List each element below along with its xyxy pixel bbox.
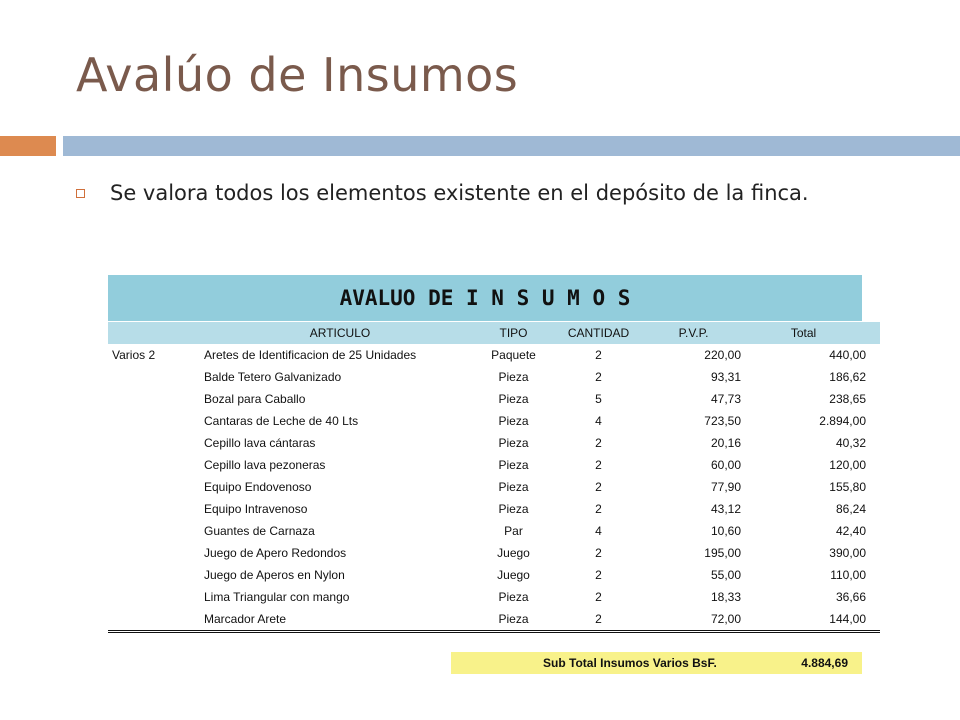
cell-total: 144,00	[741, 608, 880, 632]
subtotal-row	[451, 652, 862, 674]
cell-articulo: Equipo Intravenoso	[204, 502, 308, 516]
cell-articulo: Equipo Endovenoso	[204, 480, 312, 494]
cell-articulo: Balde Tetero Galvanizado	[204, 370, 342, 384]
cell-tipo: Juego	[497, 546, 530, 560]
cell-group	[108, 432, 204, 454]
cell-articulo: Marcador Arete	[204, 608, 476, 632]
cell-group	[108, 542, 204, 564]
header-group	[108, 322, 204, 345]
table-row	[108, 366, 880, 388]
cell-group	[108, 366, 204, 388]
table-row	[108, 432, 880, 454]
cell-total: 42,40	[835, 524, 866, 538]
cell-articulo: Cepillo lava cántaras	[204, 436, 316, 450]
sheet-title: AVALUO DE I N S U M O S	[108, 275, 862, 321]
cell-cantidad: 4	[595, 524, 602, 538]
table-row	[108, 498, 880, 520]
cell-articulo: Cepillo lava pezoneras	[204, 458, 326, 472]
cell-articulo: Guantes de Carnaza	[204, 524, 315, 538]
table-row	[108, 564, 880, 586]
cell-group	[108, 608, 204, 632]
table-row	[108, 344, 880, 366]
cell-tipo: Juego	[497, 568, 530, 582]
cell-group	[108, 564, 204, 586]
cell-group	[108, 586, 204, 608]
cell-total: 40,32	[835, 436, 866, 450]
subtotal-label: Sub Total Insumos Varios BsF.	[543, 656, 717, 670]
header-articulo: ARTICULO	[204, 322, 476, 345]
table-row	[108, 520, 880, 542]
inventory-sheet	[108, 275, 866, 633]
cell-articulo: Juego de Apero Redondos	[204, 546, 347, 560]
cell-group	[108, 498, 204, 520]
cell-pvp: 220,00	[704, 348, 741, 362]
cell-cantidad: 2	[595, 502, 602, 516]
cell-tipo: Pieza	[498, 370, 529, 384]
cell-tipo: Pieza	[498, 502, 529, 516]
cell-pvp: 77,90	[710, 480, 741, 494]
cell-pvp: 43,12	[710, 502, 741, 516]
cell-tipo: Pieza	[498, 392, 529, 406]
cell-cantidad: 2	[551, 608, 646, 632]
cell-tipo: Par	[504, 524, 523, 538]
cell-cantidad: 2	[595, 348, 602, 362]
cell-cantidad: 2	[595, 480, 602, 494]
cell-pvp: 55,00	[710, 568, 741, 582]
cell-group	[108, 520, 204, 542]
cell-pvp: 93,31	[710, 370, 741, 384]
cell-tipo: Pieza	[498, 480, 529, 494]
table-header-row	[108, 322, 880, 345]
cell-cantidad: 2	[595, 458, 602, 472]
cell-pvp: 10,60	[710, 524, 741, 538]
header-pvp: P.V.P.	[646, 322, 741, 345]
cell-group	[108, 454, 204, 476]
cell-pvp: 60,00	[710, 458, 741, 472]
cell-pvp: 47,73	[710, 392, 741, 406]
cell-cantidad: 2	[595, 546, 602, 560]
cell-total: 110,00	[830, 568, 866, 582]
cell-cantidad: 2	[595, 568, 602, 582]
cell-group	[108, 410, 204, 432]
cell-cantidad: 2	[595, 436, 602, 450]
bullet-item	[76, 176, 906, 211]
cell-articulo: Aretes de Identificacion de 25 Unidades	[204, 348, 417, 362]
table-row	[108, 586, 880, 608]
table-row	[108, 542, 880, 564]
header-total: Total	[741, 322, 880, 345]
cell-articulo: Bozal para Caballo	[204, 392, 306, 406]
subtotal-value: 4.884,69	[801, 656, 848, 670]
cell-total: 86,24	[835, 502, 866, 516]
accent-bar-blue	[63, 136, 960, 156]
square-bullet-icon	[76, 189, 85, 198]
cell-cantidad: 2	[595, 590, 602, 604]
cell-cantidad: 4	[595, 414, 602, 428]
header-tipo: TIPO	[476, 322, 551, 345]
cell-pvp: 195,00	[704, 546, 741, 560]
cell-total: 440,00	[829, 348, 866, 362]
cell-articulo: Lima Triangular con mango	[204, 590, 350, 604]
cell-pvp: 723,50	[704, 414, 741, 428]
cell-total: 390,00	[829, 546, 866, 560]
cell-total: 155,80	[829, 480, 866, 494]
slide-title: Avalúo de Insumos	[76, 48, 519, 102]
cell-tipo: Pieza	[498, 414, 529, 428]
cell-articulo: Juego de Aperos en Nylon	[204, 568, 345, 582]
cell-total: 186,62	[829, 370, 866, 384]
cell-pvp: 18,33	[710, 590, 741, 604]
cell-tipo: Pieza	[498, 590, 529, 604]
cell-total: 120,00	[829, 458, 866, 472]
cell-total: 36,66	[835, 590, 866, 604]
table-row	[108, 410, 880, 432]
cell-articulo: Cantaras de Leche de 40 Lts	[204, 414, 359, 428]
cell-cantidad: 5	[595, 392, 602, 406]
table-row	[108, 454, 880, 476]
accent-bar-orange	[0, 136, 56, 156]
cell-group	[108, 388, 204, 410]
inventory-table	[108, 321, 880, 633]
header-cantidad: CANTIDAD	[551, 322, 646, 345]
cell-tipo: Pieza	[498, 458, 529, 472]
cell-group: Varios 2	[112, 348, 156, 362]
table-row	[108, 608, 880, 632]
cell-tipo: Pieza	[476, 608, 551, 632]
cell-tipo: Pieza	[498, 436, 529, 450]
bullet-text: Se valora todos los elementos existente en el depósito de la finca.	[110, 181, 809, 205]
cell-total: 2.894,00	[819, 414, 866, 428]
cell-group	[108, 476, 204, 498]
cell-tipo: Paquete	[491, 348, 536, 362]
cell-cantidad: 2	[595, 370, 602, 384]
cell-total: 238,65	[829, 392, 866, 406]
table-row	[108, 476, 880, 498]
table-row	[108, 388, 880, 410]
cell-pvp: 72,00	[646, 608, 741, 632]
cell-pvp: 20,16	[710, 436, 741, 450]
